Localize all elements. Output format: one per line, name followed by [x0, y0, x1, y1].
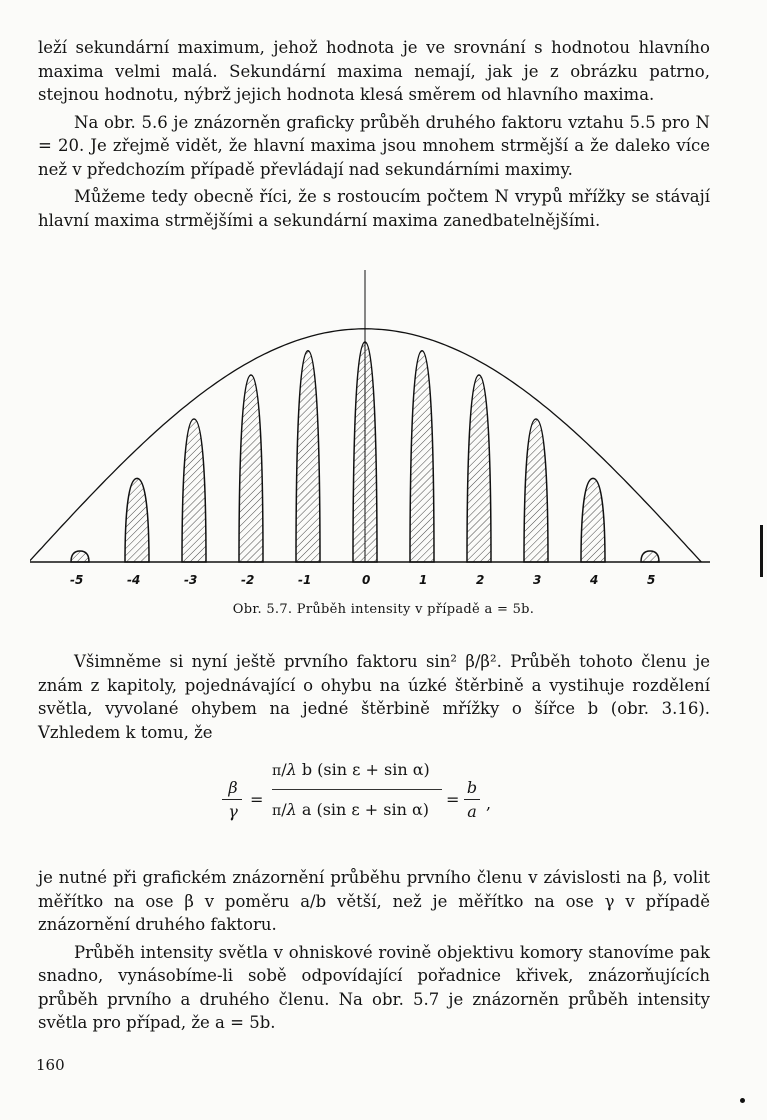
tick-label: 2 [476, 573, 485, 587]
intensity-peak [296, 351, 320, 562]
middle-text [38, 650, 710, 748]
tick-label: -5 [70, 573, 84, 587]
eq-den-rest: a (sin ε + sin α) [301, 800, 430, 819]
eq-rhs-numerator: b [466, 778, 478, 797]
intensity-figure [30, 262, 710, 592]
paragraph-1: leží sekundární maximum, jehož hodnota je ve srovnání s hodnotou hlavního maxima velmi malá. Sekundární maxima nemají, jak je z obrázku patrno, stejnou hodnotu, nýbrž jejich hodnota klesá směrem od hlavního maxima. [38, 38, 710, 104]
intensity-peak [641, 551, 659, 562]
equation-lhs-fraction [222, 778, 244, 821]
eq-rhs-denominator: a [467, 802, 477, 821]
eq-equals-1: = [250, 790, 264, 809]
intensity-peak [71, 551, 89, 562]
bottom-text [38, 866, 710, 1039]
equation [200, 756, 520, 846]
paragraph-3: Můžeme tedy obecně říci, že s rostoucím počtem N vrypů mřížky se stávají hlavní maxima strmějšími a sekundární maxima zanedbatelnějšími. [38, 187, 710, 230]
intensity-peak [410, 351, 434, 562]
tick-label: -2 [241, 573, 255, 587]
paragraph-6: Průběh intensity světla v ohniskové rovině objektivu komory stanovíme pak snadno, vynásobíme-li sobě odpovídající pořadnice křivek, znázorňujících průběh prvního a druhého členu. Na obr. 5.7 je znázorněn průběh intensity světla pro případ, že a = 5b. [38, 942, 710, 1032]
paragraph-4: Všimněme si nyní ještě prvního faktoru sin² β/β². Průběh tohoto členu je znám z kapitoly, pojednávající o ohybu na úzké štěrbině a vystihuje rozdělení světla, vyvolané ohybem na jedné štěrbině mřížky o šířce b (obr. 3.16). Vzhledem k tomu, že [38, 652, 710, 742]
intensity-peak [467, 375, 491, 562]
top-text [38, 36, 710, 236]
scan-edge-dot [740, 1098, 745, 1103]
eq-mid-numerator: π/λ b (sin ε + sin α) [272, 760, 430, 779]
intensity-peak [581, 478, 605, 562]
tick-label: -1 [298, 573, 312, 587]
eq-comma: , [486, 794, 492, 813]
eq-lambda-den: λ [286, 800, 297, 819]
tick-label: -4 [127, 573, 141, 587]
intensity-peak [125, 478, 149, 562]
paragraph-5: je nutné při grafickém znázornění průběhu prvního členu v závislosti na β, volit měřítko na ose β v poměru a/b větší, než je měřítko na ose γ v případě znázornění druhého faktoru. [38, 868, 710, 934]
scan-edge-mark [760, 525, 763, 577]
eq-num-rest: b (sin ε + sin α) [301, 760, 430, 779]
intensity-peak [182, 419, 206, 562]
eq-pi-den: π [272, 803, 282, 819]
page-number: 160 [36, 1056, 65, 1074]
eq-mid-denominator: π/λ a (sin ε + sin α) [272, 800, 430, 819]
tick-label: 1 [419, 573, 428, 587]
equation-rhs-fraction [464, 778, 480, 821]
intensity-peak [524, 419, 548, 562]
tick-label: 3 [533, 573, 542, 587]
eq-pi-num: π [272, 763, 282, 779]
tick-label: -3 [184, 573, 198, 587]
equation-middle-fraction [272, 760, 442, 819]
paragraph-2: Na obr. 5.6 je znázorněn graficky průběh druhého faktoru vztahu 5.5 pro N = 20. Je zřejmě vidět, že hlavní maxima jsou mnohem strmější a že daleko více než v předchozím případě převládají nad sekundárními maximy. [38, 112, 710, 179]
figure-caption: Obr. 5.7. Průběh intensity v případě a = 5b. [232, 602, 535, 617]
eq-lambda-num: λ [286, 760, 297, 779]
eq-lhs-numerator: β [228, 778, 238, 797]
intensity-peak [353, 342, 377, 562]
intensity-peak [239, 375, 263, 562]
eq-lhs-denominator: γ [228, 802, 238, 821]
tick-label: 4 [590, 573, 599, 587]
tick-label: 5 [647, 573, 656, 587]
tick-label: 0 [362, 573, 371, 587]
eq-equals-2: = [446, 790, 460, 809]
